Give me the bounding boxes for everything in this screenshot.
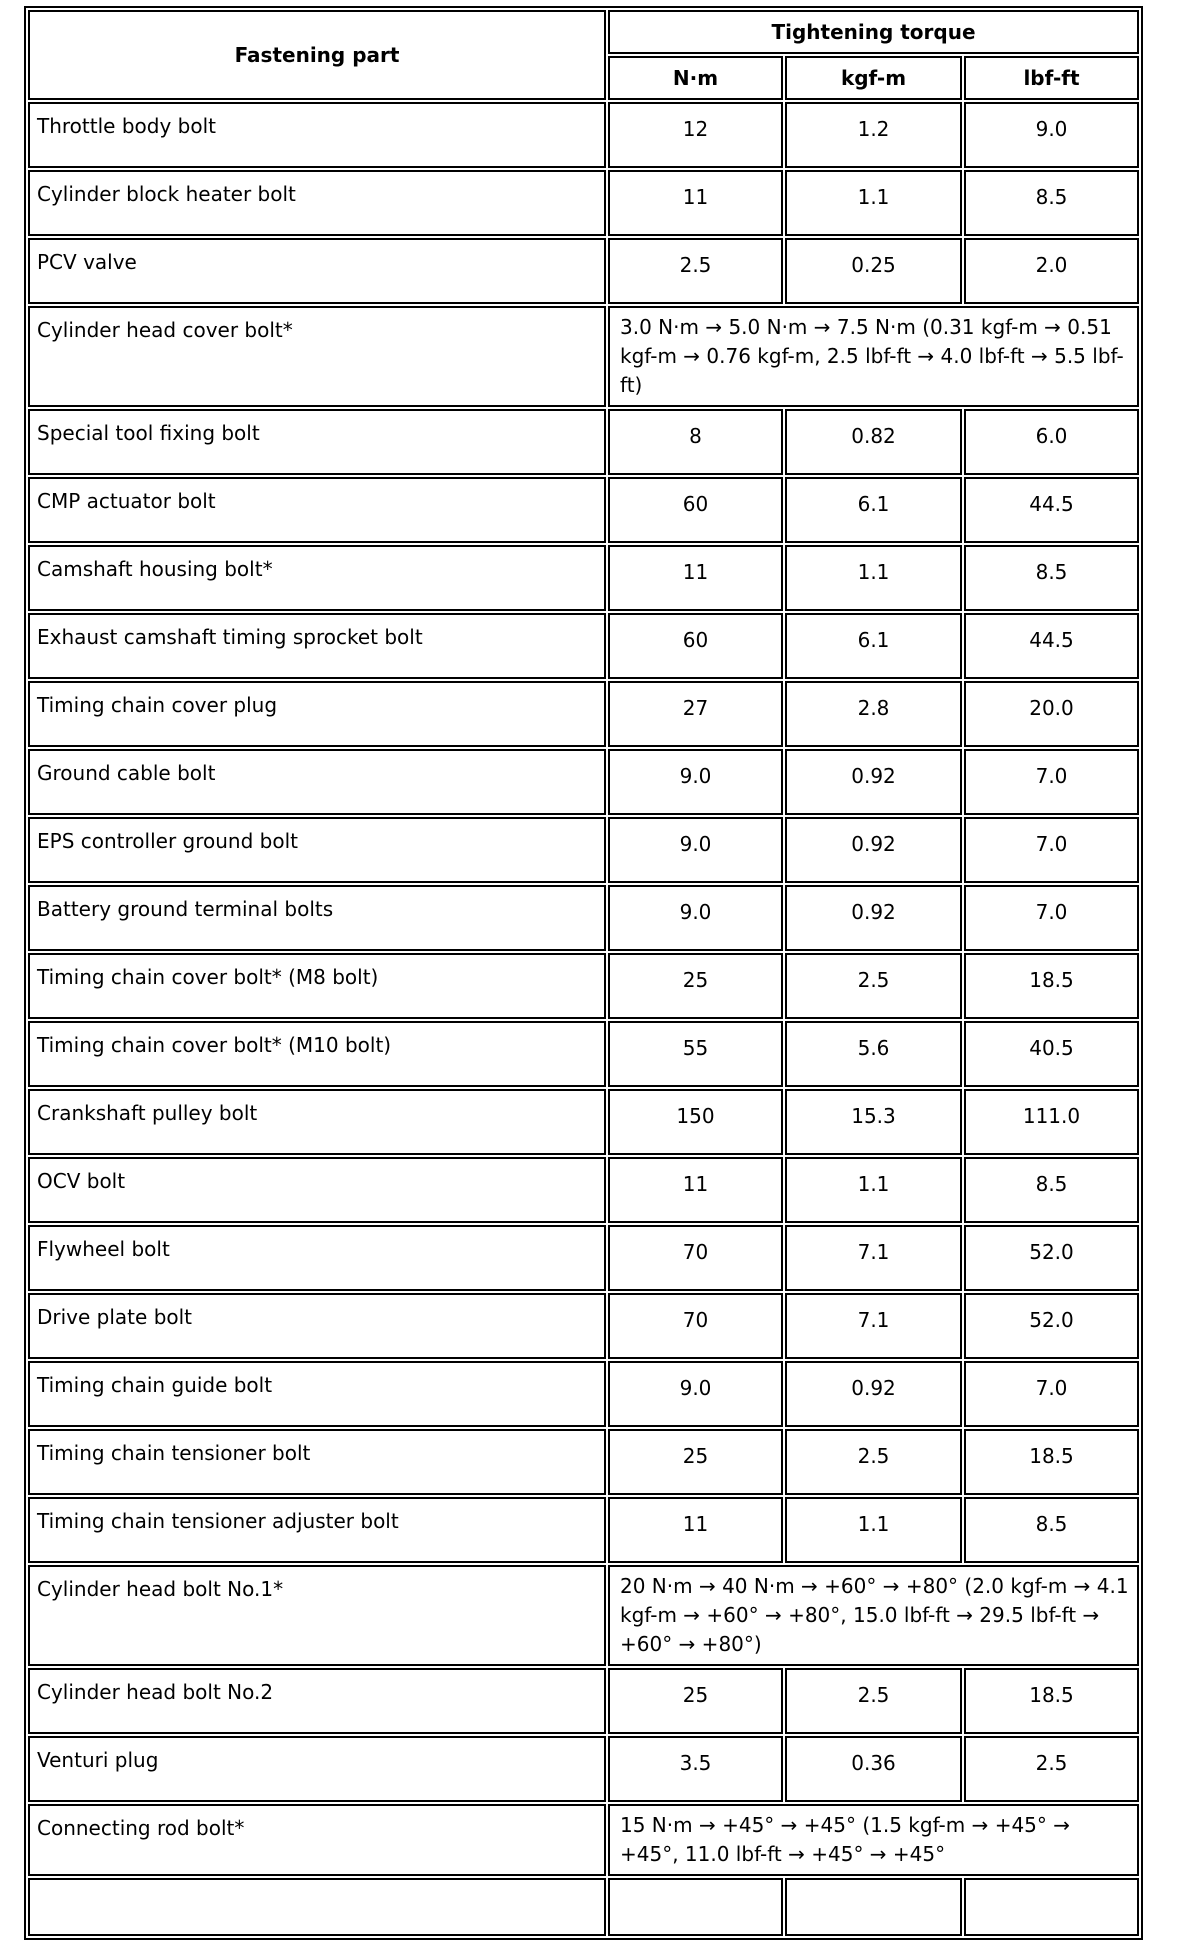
table-row	[28, 1293, 1139, 1359]
empty-cell	[608, 1878, 783, 1936]
lbfft-value-cell: 2.0	[964, 238, 1139, 304]
lbfft-value-cell: 20.0	[964, 681, 1139, 747]
lbfft-value-cell: 52.0	[964, 1293, 1139, 1359]
nm-value-cell: 60	[608, 613, 783, 679]
lbfft-value-cell: 111.0	[964, 1089, 1139, 1155]
table-row	[28, 1497, 1139, 1563]
lbfft-value-cell: 8.5	[964, 1497, 1139, 1563]
table-row	[28, 238, 1139, 304]
header-unit-lbfft: lbf-ft	[964, 56, 1139, 100]
fastening-part-cell: Timing chain cover plug	[28, 681, 606, 747]
table-row	[28, 1565, 1139, 1666]
fastening-part-cell: Timing chain tensioner bolt	[28, 1429, 606, 1495]
kgfm-value-cell: 0.92	[785, 1361, 962, 1427]
kgfm-value-cell: 2.5	[785, 1668, 962, 1734]
nm-value-cell: 9.0	[608, 749, 783, 815]
nm-value-cell: 60	[608, 477, 783, 543]
table-row	[28, 102, 1139, 168]
nm-value-cell: 55	[608, 1021, 783, 1087]
table-row	[28, 817, 1139, 883]
lbfft-value-cell: 7.0	[964, 817, 1139, 883]
table-row	[28, 306, 1139, 407]
lbfft-value-cell: 8.5	[964, 545, 1139, 611]
table-row	[28, 409, 1139, 475]
kgfm-value-cell: 0.92	[785, 885, 962, 951]
lbfft-value-cell: 6.0	[964, 409, 1139, 475]
table-row	[28, 170, 1139, 236]
torque-spec-cell: 3.0 N·m → 5.0 N·m → 7.5 N·m (0.31 kgf-m → 0.51 kgf-m → 0.76 kgf-m, 2.5 lbf-ft → 4.0 lbf-ft → 5.5 lbf-ft)	[608, 306, 1139, 407]
empty-cell	[785, 1878, 962, 1936]
table-row	[28, 1089, 1139, 1155]
nm-value-cell: 11	[608, 545, 783, 611]
fastening-part-cell: Timing chain guide bolt	[28, 1361, 606, 1427]
nm-value-cell: 150	[608, 1089, 783, 1155]
table-row	[28, 1157, 1139, 1223]
fastening-part-cell: Battery ground terminal bolts	[28, 885, 606, 951]
nm-value-cell: 27	[608, 681, 783, 747]
torque-spec-cell: 15 N·m → +45° → +45° (1.5 kgf-m → +45° → +45°, 11.0 lbf-ft → +45° → +45°	[608, 1804, 1139, 1876]
lbfft-value-cell: 7.0	[964, 885, 1139, 951]
truncated-row	[28, 1878, 1139, 1936]
kgfm-value-cell: 0.92	[785, 749, 962, 815]
nm-value-cell: 25	[608, 1668, 783, 1734]
lbfft-value-cell: 8.5	[964, 1157, 1139, 1223]
header-unit-kgfm: kgf-m	[785, 56, 962, 100]
table-header	[28, 10, 1139, 100]
kgfm-value-cell: 1.2	[785, 102, 962, 168]
kgfm-value-cell: 0.82	[785, 409, 962, 475]
table-row	[28, 953, 1139, 1019]
table-row	[28, 545, 1139, 611]
nm-value-cell: 12	[608, 102, 783, 168]
table-row	[28, 1804, 1139, 1876]
kgfm-value-cell: 15.3	[785, 1089, 962, 1155]
fastening-part-cell: Special tool fixing bolt	[28, 409, 606, 475]
lbfft-value-cell: 44.5	[964, 477, 1139, 543]
torque-spec-cell: 20 N·m → 40 N·m → +60° → +80° (2.0 kgf-m → 4.1 kgf-m → +60° → +80°, 15.0 lbf-ft → 29.5 lbf-ft → +60° → +80°)	[608, 1565, 1139, 1666]
nm-value-cell: 2.5	[608, 238, 783, 304]
kgfm-value-cell: 2.5	[785, 1429, 962, 1495]
table-row	[28, 749, 1139, 815]
kgfm-value-cell: 1.1	[785, 545, 962, 611]
fastening-part-cell: Flywheel bolt	[28, 1225, 606, 1291]
torque-spec-table	[24, 6, 1143, 1940]
fastening-part-cell: Crankshaft pulley bolt	[28, 1089, 606, 1155]
lbfft-value-cell: 40.5	[964, 1021, 1139, 1087]
table-row	[28, 1021, 1139, 1087]
kgfm-value-cell: 5.6	[785, 1021, 962, 1087]
header-row-top	[28, 10, 1139, 54]
nm-value-cell: 3.5	[608, 1736, 783, 1802]
fastening-part-cell: PCV valve	[28, 238, 606, 304]
kgfm-value-cell: 1.1	[785, 170, 962, 236]
kgfm-value-cell: 2.8	[785, 681, 962, 747]
fastening-part-cell: Camshaft housing bolt*	[28, 545, 606, 611]
table-row	[28, 681, 1139, 747]
kgfm-value-cell: 1.1	[785, 1497, 962, 1563]
fastening-part-cell: Cylinder block heater bolt	[28, 170, 606, 236]
lbfft-value-cell: 7.0	[964, 749, 1139, 815]
table-row	[28, 1225, 1139, 1291]
header-fastening-part: Fastening part	[28, 10, 606, 100]
nm-value-cell: 11	[608, 1497, 783, 1563]
kgfm-value-cell: 6.1	[785, 477, 962, 543]
nm-value-cell: 9.0	[608, 817, 783, 883]
header-tightening-torque: Tightening torque	[608, 10, 1139, 54]
table-row	[28, 1429, 1139, 1495]
table-row	[28, 1736, 1139, 1802]
lbfft-value-cell: 18.5	[964, 953, 1139, 1019]
fastening-part-cell: Timing chain cover bolt* (M8 bolt)	[28, 953, 606, 1019]
nm-value-cell: 25	[608, 953, 783, 1019]
lbfft-value-cell: 2.5	[964, 1736, 1139, 1802]
table-row	[28, 1361, 1139, 1427]
kgfm-value-cell: 1.1	[785, 1157, 962, 1223]
fastening-part-cell: CMP actuator bolt	[28, 477, 606, 543]
kgfm-value-cell: 0.25	[785, 238, 962, 304]
fastening-part-cell: Drive plate bolt	[28, 1293, 606, 1359]
nm-value-cell: 11	[608, 1157, 783, 1223]
lbfft-value-cell: 18.5	[964, 1668, 1139, 1734]
nm-value-cell: 9.0	[608, 1361, 783, 1427]
fastening-part-cell: Venturi plug	[28, 1736, 606, 1802]
table-row	[28, 1668, 1139, 1734]
kgfm-value-cell: 7.1	[785, 1225, 962, 1291]
empty-cell	[28, 1878, 606, 1936]
nm-value-cell: 70	[608, 1225, 783, 1291]
table-body	[28, 102, 1139, 1936]
nm-value-cell: 9.0	[608, 885, 783, 951]
fastening-part-cell: Cylinder head cover bolt*	[28, 306, 606, 407]
lbfft-value-cell: 18.5	[964, 1429, 1139, 1495]
nm-value-cell: 8	[608, 409, 783, 475]
table-row	[28, 885, 1139, 951]
table-row	[28, 477, 1139, 543]
nm-value-cell: 70	[608, 1293, 783, 1359]
lbfft-value-cell: 8.5	[964, 170, 1139, 236]
lbfft-value-cell: 7.0	[964, 1361, 1139, 1427]
fastening-part-cell: EPS controller ground bolt	[28, 817, 606, 883]
kgfm-value-cell: 2.5	[785, 953, 962, 1019]
header-unit-nm: N·m	[608, 56, 783, 100]
table-clip	[24, 6, 1154, 1866]
kgfm-value-cell: 0.92	[785, 817, 962, 883]
lbfft-value-cell: 9.0	[964, 102, 1139, 168]
fastening-part-cell: Timing chain tensioner adjuster bolt	[28, 1497, 606, 1563]
kgfm-value-cell: 7.1	[785, 1293, 962, 1359]
lbfft-value-cell: 44.5	[964, 613, 1139, 679]
empty-cell	[964, 1878, 1139, 1936]
fastening-part-cell: Connecting rod bolt*	[28, 1804, 606, 1876]
fastening-part-cell: Cylinder head bolt No.2	[28, 1668, 606, 1734]
kgfm-value-cell: 6.1	[785, 613, 962, 679]
nm-value-cell: 11	[608, 170, 783, 236]
fastening-part-cell: OCV bolt	[28, 1157, 606, 1223]
fastening-part-cell: Throttle body bolt	[28, 102, 606, 168]
table-row	[28, 613, 1139, 679]
fastening-part-cell: Timing chain cover bolt* (M10 bolt)	[28, 1021, 606, 1087]
fastening-part-cell: Exhaust camshaft timing sprocket bolt	[28, 613, 606, 679]
nm-value-cell: 25	[608, 1429, 783, 1495]
fastening-part-cell: Ground cable bolt	[28, 749, 606, 815]
lbfft-value-cell: 52.0	[964, 1225, 1139, 1291]
fastening-part-cell: Cylinder head bolt No.1*	[28, 1565, 606, 1666]
kgfm-value-cell: 0.36	[785, 1736, 962, 1802]
